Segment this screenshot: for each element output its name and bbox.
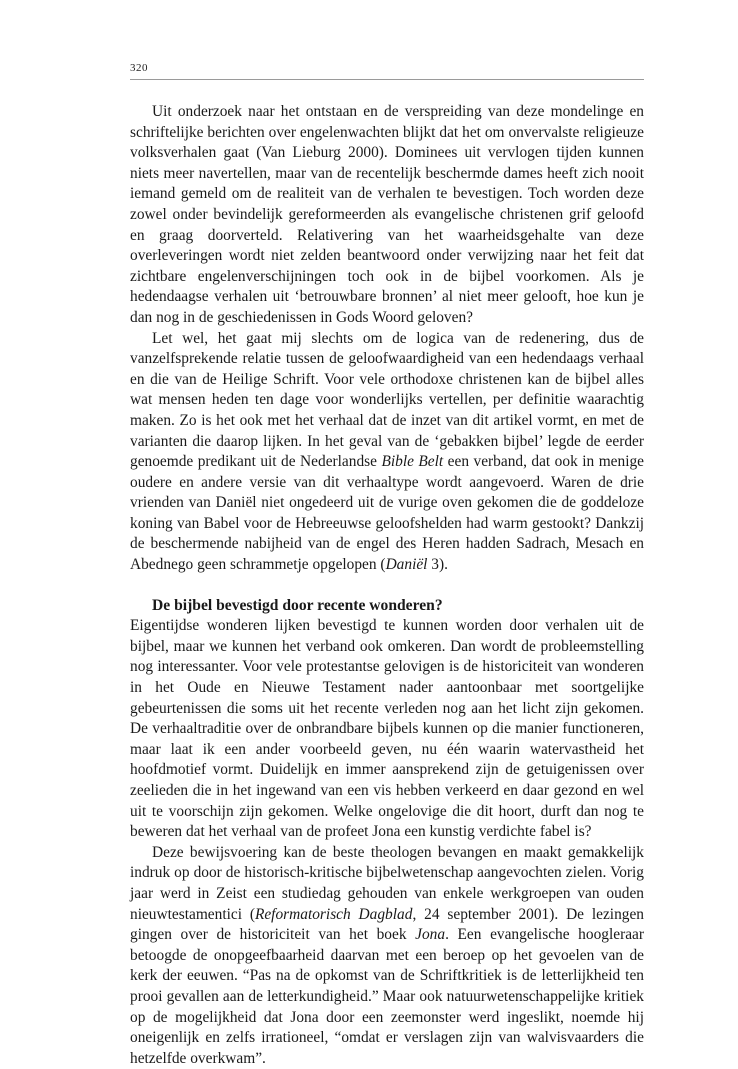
paragraph-3: Eigentijdse wonderen lijken bevestigd te kunnen worden door verhalen uit de bijbel, maar we kunnen het verband ook omkeren. Dan wordt de probleemstelling nog interessanter. Voor vele protestantse gelovigen is de historiciteit van wonderen in het Oude en Nieuwe Testament nader aantoonbaar met soortgelijke gebeurtenissen die soms uit het recente verleden nog aan het licht zijn gekomen. De verhaaltraditie over de onbrandbare bijbels kunnen op die manier functioneren, maar laat ik een ander voorbeeld geven, nu één waarin watervastheid het hoofdmotief vormt. Duidelijk en immer aansprekend zijn de getuigenissen over zeelieden die in het ingewand van een vis hebben verkeerd en daar gezond en wel uit te voorschijn zijn gekomen. Welke ongelovige die dit hoort, durft dan nog te beweren dat het verhaal van de profeet Jona een kunstig verdichte fabel is? (130, 617, 644, 841)
header-rule (130, 79, 644, 80)
body-text (130, 102, 644, 1069)
page-number: 320 (130, 62, 148, 74)
paragraph-4-italic-reformatorisch-dagblad: Reformatorisch Dagblad (254, 905, 413, 923)
paragraph-4-text-c: . Een evangelische hoogleraar betoogde de onopgeefbaarheid daarvan met een beroep op het gevoelen van de kerk der eeuwen. “Pas na de opkomst van de Schriftkritiek is de letterlijkheid ten prooi gevallen aan de letterkundigheid.” Maar ook natuurwetenschappelijke kritiek op de mogelijkheid dat Jona door een zeemonster werd ingeslikt, noemde hij oneigenlijk en zelfs irrationeel, “omdat er verslagen zijn van walvisvaarders die hetzelfde overkwam”. (130, 926, 644, 1067)
paragraph-4-italic-jona: Jona (415, 926, 446, 944)
paragraph-4-text-a: Deze bewijsvoering kan de beste theologen bevangen en maakt gemakkelijk indruk op door de historisch-kritische bijbelwetenschap aangevochten zielen. Vorig jaar werd in Zeist een studiedag gehouden van enkele werkgroepen van ouden nieuwtestamentici ( (130, 843, 644, 923)
paragraph-2-text-b: een verband, dat ook in menige oudere en andere versie van dit verhaaltype wordt aangevoerd. Waren de drie vrienden van Daniël niet ongedeerd uit de vurige oven gekomen die de goddeloze koning van Babel voor de Hebreeuwse geloofshelden had warm gestookt? Dankzij de beschermende nabijheid van de engel des Heren hadden Sadrach, Mesach en Abednego geen schrammetje opgelopen ( (130, 453, 644, 574)
paragraph-2-italic-bible-belt: Bible Belt (381, 453, 444, 471)
paragraph-1: Uit onderzoek naar het ontstaan en de verspreiding van deze mondelinge en schriftelijke berichten over engelenwachten blijkt dat het om onvervalste religieuze volksverhalen gaat (Van Lieburg 2000). Dominees uit vervlogen tijden kunnen niets meer navertellen, maar van de recentelijk beschermde dames heeft zich nooit iemand gemeld om de realiteit van de verhalen te bevestigen. Toch worden deze zowel onder bevindelijk gereformeerden als evangelische christenen grif geloofd en graag doorverteld. Relativering van het waarheidsgehalte van deze overleveringen wordt niet zelden beantwoord onder verwijzing naar het feit dat zichtbare engelenverschijningen toch ook in de bijbel voorkomen. Als je hedendaagse verhalen uit ‘betrouwbare bronnen’ al niet meer gelooft, hoe kun je dan nog in de geschiedenissen in Gods Woord geloven? (130, 103, 644, 326)
paragraph-2 (130, 329, 644, 576)
paragraph-2-text-c: 3). (427, 556, 448, 574)
section-heading: De bijbel bevestigd door recente wonderen? (152, 596, 443, 614)
paragraph-4-text-b: , 24 september 2001). De lezingen gingen over de historiciteit van het boek (130, 905, 644, 944)
paragraph-2-italic-daniel: Daniël (385, 556, 428, 574)
paragraph-2-text-a: Let wel, het gaat mij slechts om de logica van de redenering, dus de vanzelfsprekende relatie tussen de geloofwaardigheid van een hedendaags verhaal en die van de Heilige Schrift. Voor vele orthodoxe christenen kan de bijbel alles wat mensen heden ten dage voor wonderlijks vertellen, per definitie waarachtig maken. Zo is het ook met het verhaal dat de inzet van dit artikel vormt, en met de varianten die daarop lijken. In het geval van de ‘gebakken bijbel’ legde de eerder genoemde predikant uit de Nederlandse (130, 329, 644, 471)
paragraph-4 (130, 843, 644, 1069)
